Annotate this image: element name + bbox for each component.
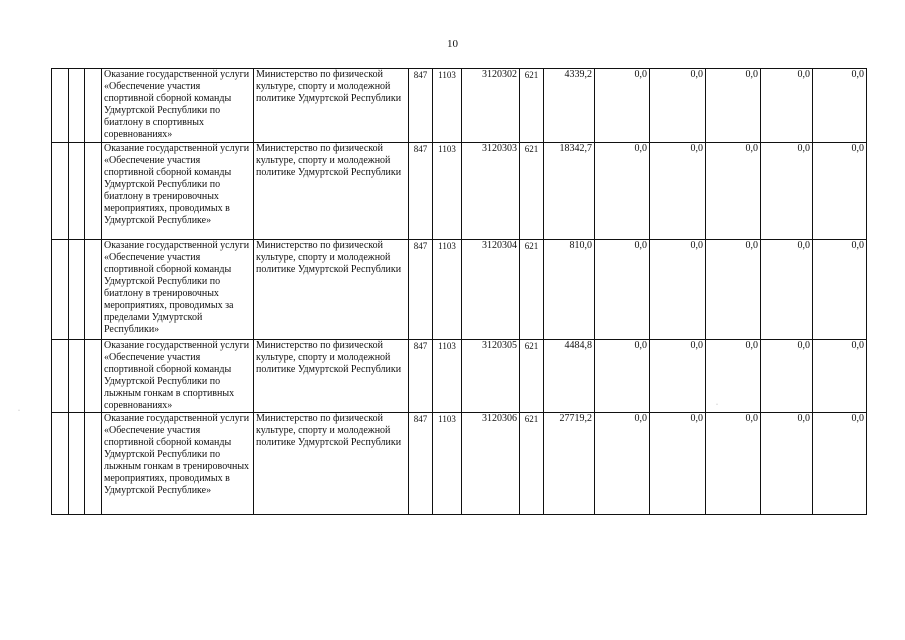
cell-rz-pr: 1103 <box>433 143 462 240</box>
cell-blank-1 <box>52 413 69 515</box>
cell-v2: 0,0 <box>595 143 650 240</box>
cell-v6: 0,0 <box>813 340 867 413</box>
cell-name: Оказание государственной услуги «Обеспечение участия спортивной сборной команды Удмуртской Республики по биатлону в тренировочных мероприятиях, проводимых за пределами Удмуртской Республики» <box>102 240 254 340</box>
cell-v3: 0,0 <box>650 340 706 413</box>
cell-vr: 621 <box>520 240 544 340</box>
cell-v4: 0,0 <box>706 69 761 143</box>
page-number: 10 <box>447 38 458 50</box>
cell-blank-1 <box>52 143 69 240</box>
cell-v3: 0,0 <box>650 143 706 240</box>
table-row <box>52 69 867 143</box>
cell-v6: 0,0 <box>813 413 867 515</box>
cell-v1: 810,0 <box>544 240 595 340</box>
cell-rz-pr: 1103 <box>433 413 462 515</box>
table-row <box>52 240 867 340</box>
cell-blank-2 <box>69 340 85 413</box>
cell-csr: 3120306 <box>462 413 520 515</box>
cell-grbs: 847 <box>409 340 433 413</box>
cell-v5: 0,0 <box>761 413 813 515</box>
cell-blank-3 <box>85 143 102 240</box>
cell-blank-2 <box>69 240 85 340</box>
cell-ministry: Министерство по физической культуре, спорту и молодежной политике Удмуртской Республики <box>254 413 409 515</box>
cell-v2: 0,0 <box>595 69 650 143</box>
cell-vr: 621 <box>520 143 544 240</box>
cell-v6: 0,0 <box>813 69 867 143</box>
cell-v3: 0,0 <box>650 69 706 143</box>
cell-vr: 621 <box>520 340 544 413</box>
cell-v6: 0,0 <box>813 143 867 240</box>
cell-name: Оказание государственной услуги «Обеспечение участия спортивной сборной команды Удмуртской Республики по биатлону в тренировочных мероприятиях, проводимых в Удмуртской Республике» <box>102 143 254 240</box>
cell-v5: 0,0 <box>761 143 813 240</box>
cell-v3: 0,0 <box>650 240 706 340</box>
cell-v3: 0,0 <box>650 413 706 515</box>
cell-csr: 3120305 <box>462 340 520 413</box>
cell-name: Оказание государственной услуги «Обеспечение участия спортивной сборной команды Удмуртской Республики по биатлону в спортивных соревнованиях» <box>102 69 254 143</box>
cell-v2: 0,0 <box>595 240 650 340</box>
cell-ministry: Министерство по физической культуре, спорту и молодежной политике Удмуртской Республики <box>254 340 409 413</box>
cell-rz-pr: 1103 <box>433 69 462 143</box>
cell-grbs: 847 <box>409 413 433 515</box>
cell-v4: 0,0 <box>706 413 761 515</box>
cell-ministry: Министерство по физической культуре, спорту и молодежной политике Удмуртской Республики <box>254 69 409 143</box>
cell-blank-1 <box>52 240 69 340</box>
cell-ministry: Министерство по физической культуре, спорту и молодежной политике Удмуртской Республики <box>254 143 409 240</box>
cell-v4: 0,0 <box>706 240 761 340</box>
cell-name: Оказание государственной услуги «Обеспечение участия спортивной сборной команды Удмуртской Республики по лыжным гонкам в тренировочных мероприятиях, проводимых в Удмуртской Республике» <box>102 413 254 515</box>
scan-speck: · <box>716 402 718 408</box>
cell-v4: 0,0 <box>706 340 761 413</box>
cell-blank-1 <box>52 69 69 143</box>
cell-blank-2 <box>69 69 85 143</box>
cell-csr: 3120304 <box>462 240 520 340</box>
cell-csr: 3120303 <box>462 143 520 240</box>
cell-v2: 0,0 <box>595 413 650 515</box>
cell-v5: 0,0 <box>761 240 813 340</box>
cell-ministry: Министерство по физической культуре, спорту и молодежной политике Удмуртской Республики <box>254 240 409 340</box>
cell-v5: 0,0 <box>761 340 813 413</box>
cell-v5: 0,0 <box>761 69 813 143</box>
cell-v1: 27719,2 <box>544 413 595 515</box>
table-row <box>52 413 867 515</box>
cell-name: Оказание государственной услуги «Обеспечение участия спортивной сборной команды Удмуртской Республики по лыжным гонкам в спортивных соревнованиях» <box>102 340 254 413</box>
table-row <box>52 143 867 240</box>
cell-v4: 0,0 <box>706 143 761 240</box>
cell-blank-3 <box>85 69 102 143</box>
table-row <box>52 340 867 413</box>
cell-blank-3 <box>85 340 102 413</box>
cell-blank-2 <box>69 143 85 240</box>
cell-csr: 3120302 <box>462 69 520 143</box>
cell-grbs: 847 <box>409 143 433 240</box>
cell-vr: 621 <box>520 69 544 143</box>
cell-vr: 621 <box>520 413 544 515</box>
cell-rz-pr: 1103 <box>433 240 462 340</box>
cell-blank-2 <box>69 413 85 515</box>
cell-v6: 0,0 <box>813 240 867 340</box>
cell-blank-3 <box>85 240 102 340</box>
budget-table <box>51 68 867 515</box>
cell-v1: 18342,7 <box>544 143 595 240</box>
scan-speck: · <box>18 408 20 414</box>
cell-blank-1 <box>52 340 69 413</box>
cell-grbs: 847 <box>409 69 433 143</box>
cell-v1: 4339,2 <box>544 69 595 143</box>
cell-grbs: 847 <box>409 240 433 340</box>
cell-v2: 0,0 <box>595 340 650 413</box>
cell-rz-pr: 1103 <box>433 340 462 413</box>
cell-blank-3 <box>85 413 102 515</box>
cell-v1: 4484,8 <box>544 340 595 413</box>
